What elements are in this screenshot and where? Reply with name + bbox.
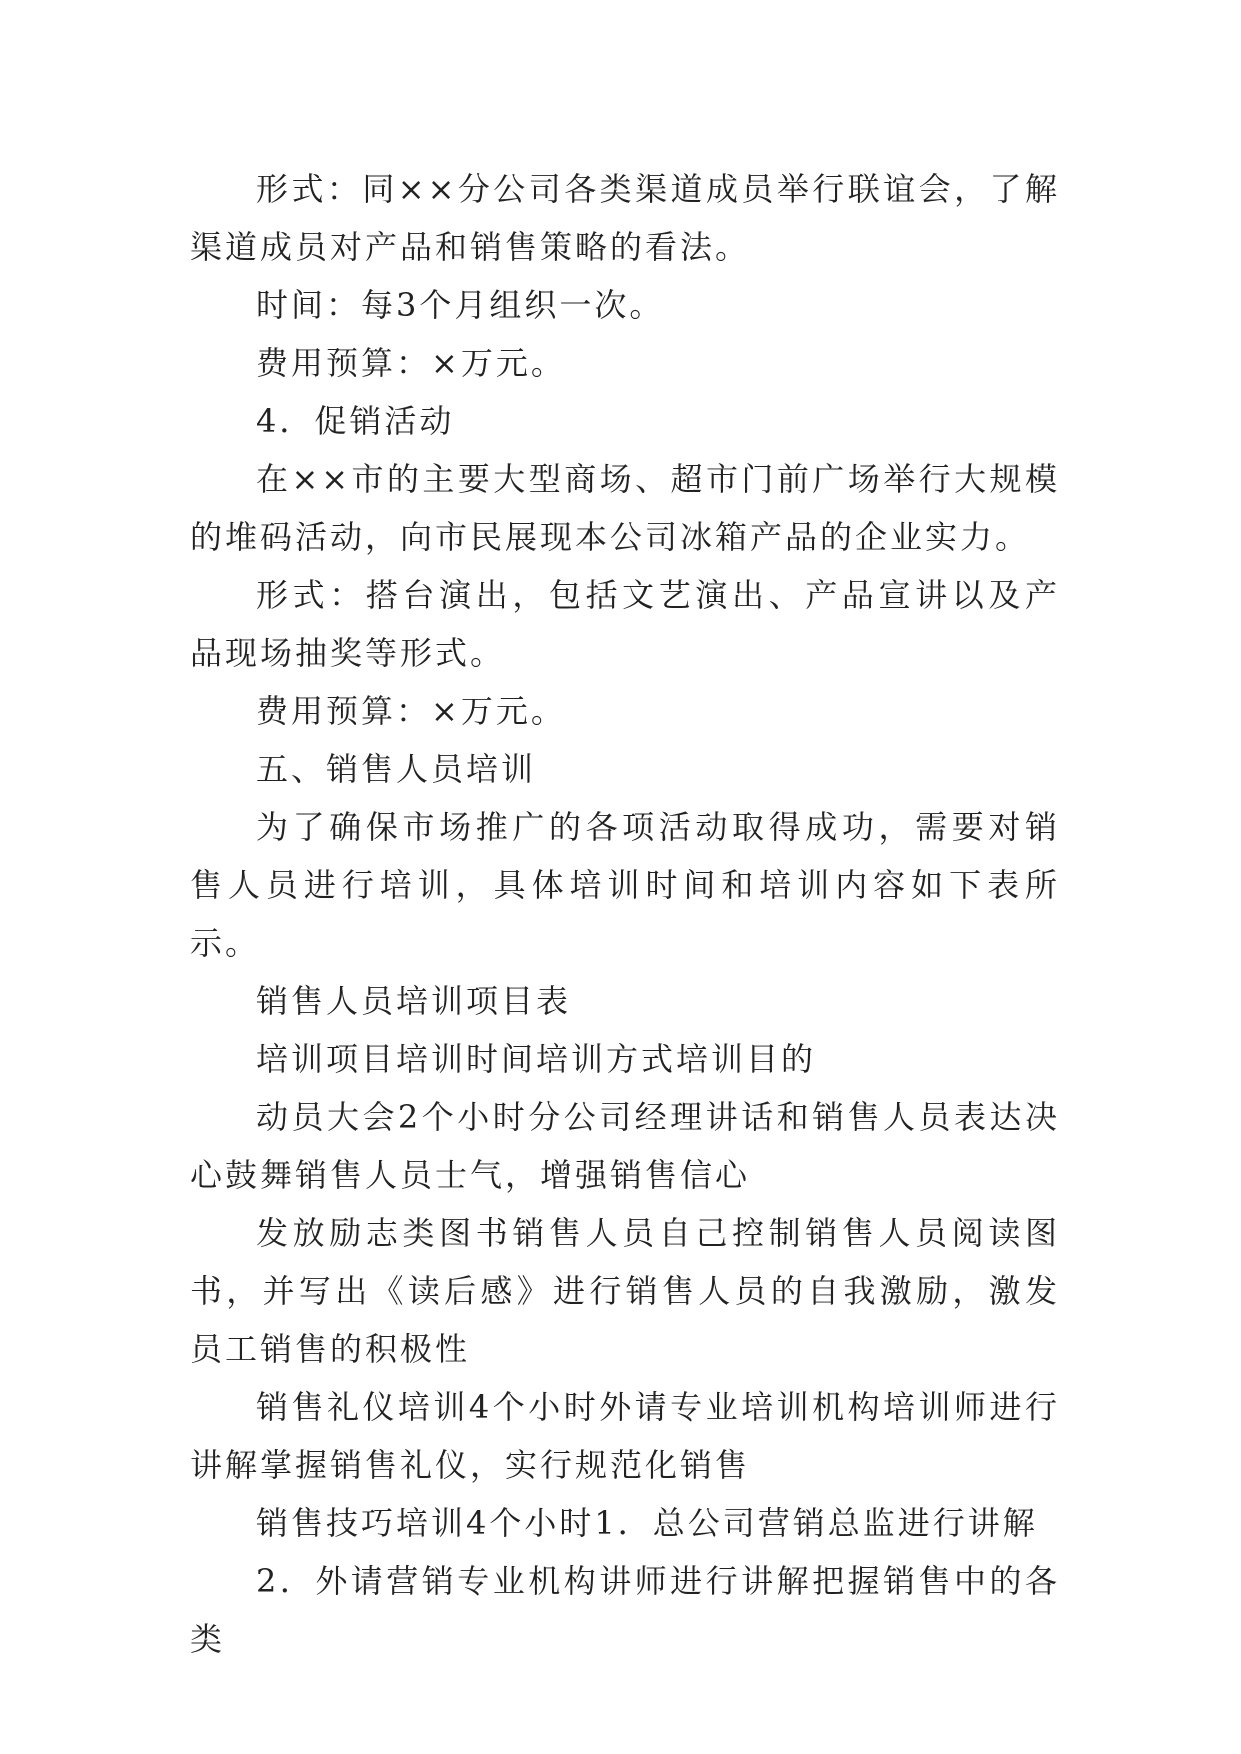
paragraph-channel-budget: 费用预算：×万元。	[256, 344, 566, 382]
paragraph-channel-time: 时间：每3个月组织一次。	[256, 286, 665, 324]
paragraph-channel-form: 形式：同××分公司各类渠道成员举行联谊会，了解渠道成员对产品和销售策略的看法。	[190, 170, 1060, 266]
table-title: 销售人员培训项目表	[256, 982, 572, 1020]
table-row-etiquette: 销售礼仪培训4个小时外请专业培训机构培训师进行讲解掌握销售礼仪，实行规范化销售	[190, 1388, 1060, 1484]
paragraph-promotion-form: 形式：搭台演出，包括文艺演出、产品宣讲以及产品现场抽奖等形式。	[190, 576, 1060, 672]
table-row-mobilization: 动员大会2个小时分公司经理讲话和销售人员表达决心鼓舞销售人员士气，增强销售信心	[190, 1098, 1060, 1194]
document-body	[190, 160, 1060, 1668]
table-row-skills: 销售技巧培训4个小时1．总公司营销总监进行讲解	[256, 1504, 1038, 1542]
paragraph-promotion-desc: 在××市的主要大型商场、超市门前广场举行大规模的堆码活动，向市民展现本公司冰箱产品的企业实力。	[190, 460, 1060, 556]
paragraph-training-intro: 为了确保市场推广的各项活动取得成功，需要对销售人员进行培训，具体培训时间和培训内容如下表所示。	[190, 808, 1060, 962]
section-heading-training: 五、销售人员培训	[256, 750, 537, 788]
table-row-skills-continued: 2．外请营销专业机构讲师进行讲解把握销售中的各类	[190, 1562, 1060, 1658]
table-header-row: 培训项目培训时间培训方式培训目的	[256, 1040, 817, 1078]
paragraph-promotion-budget: 费用预算：×万元。	[256, 692, 566, 730]
section-heading-promotion: 4．促销活动	[256, 402, 455, 440]
table-row-books: 发放励志类图书销售人员自己控制销售人员阅读图书，并写出《读后感》进行销售人员的自我激励，激发员工销售的积极性	[190, 1214, 1060, 1368]
